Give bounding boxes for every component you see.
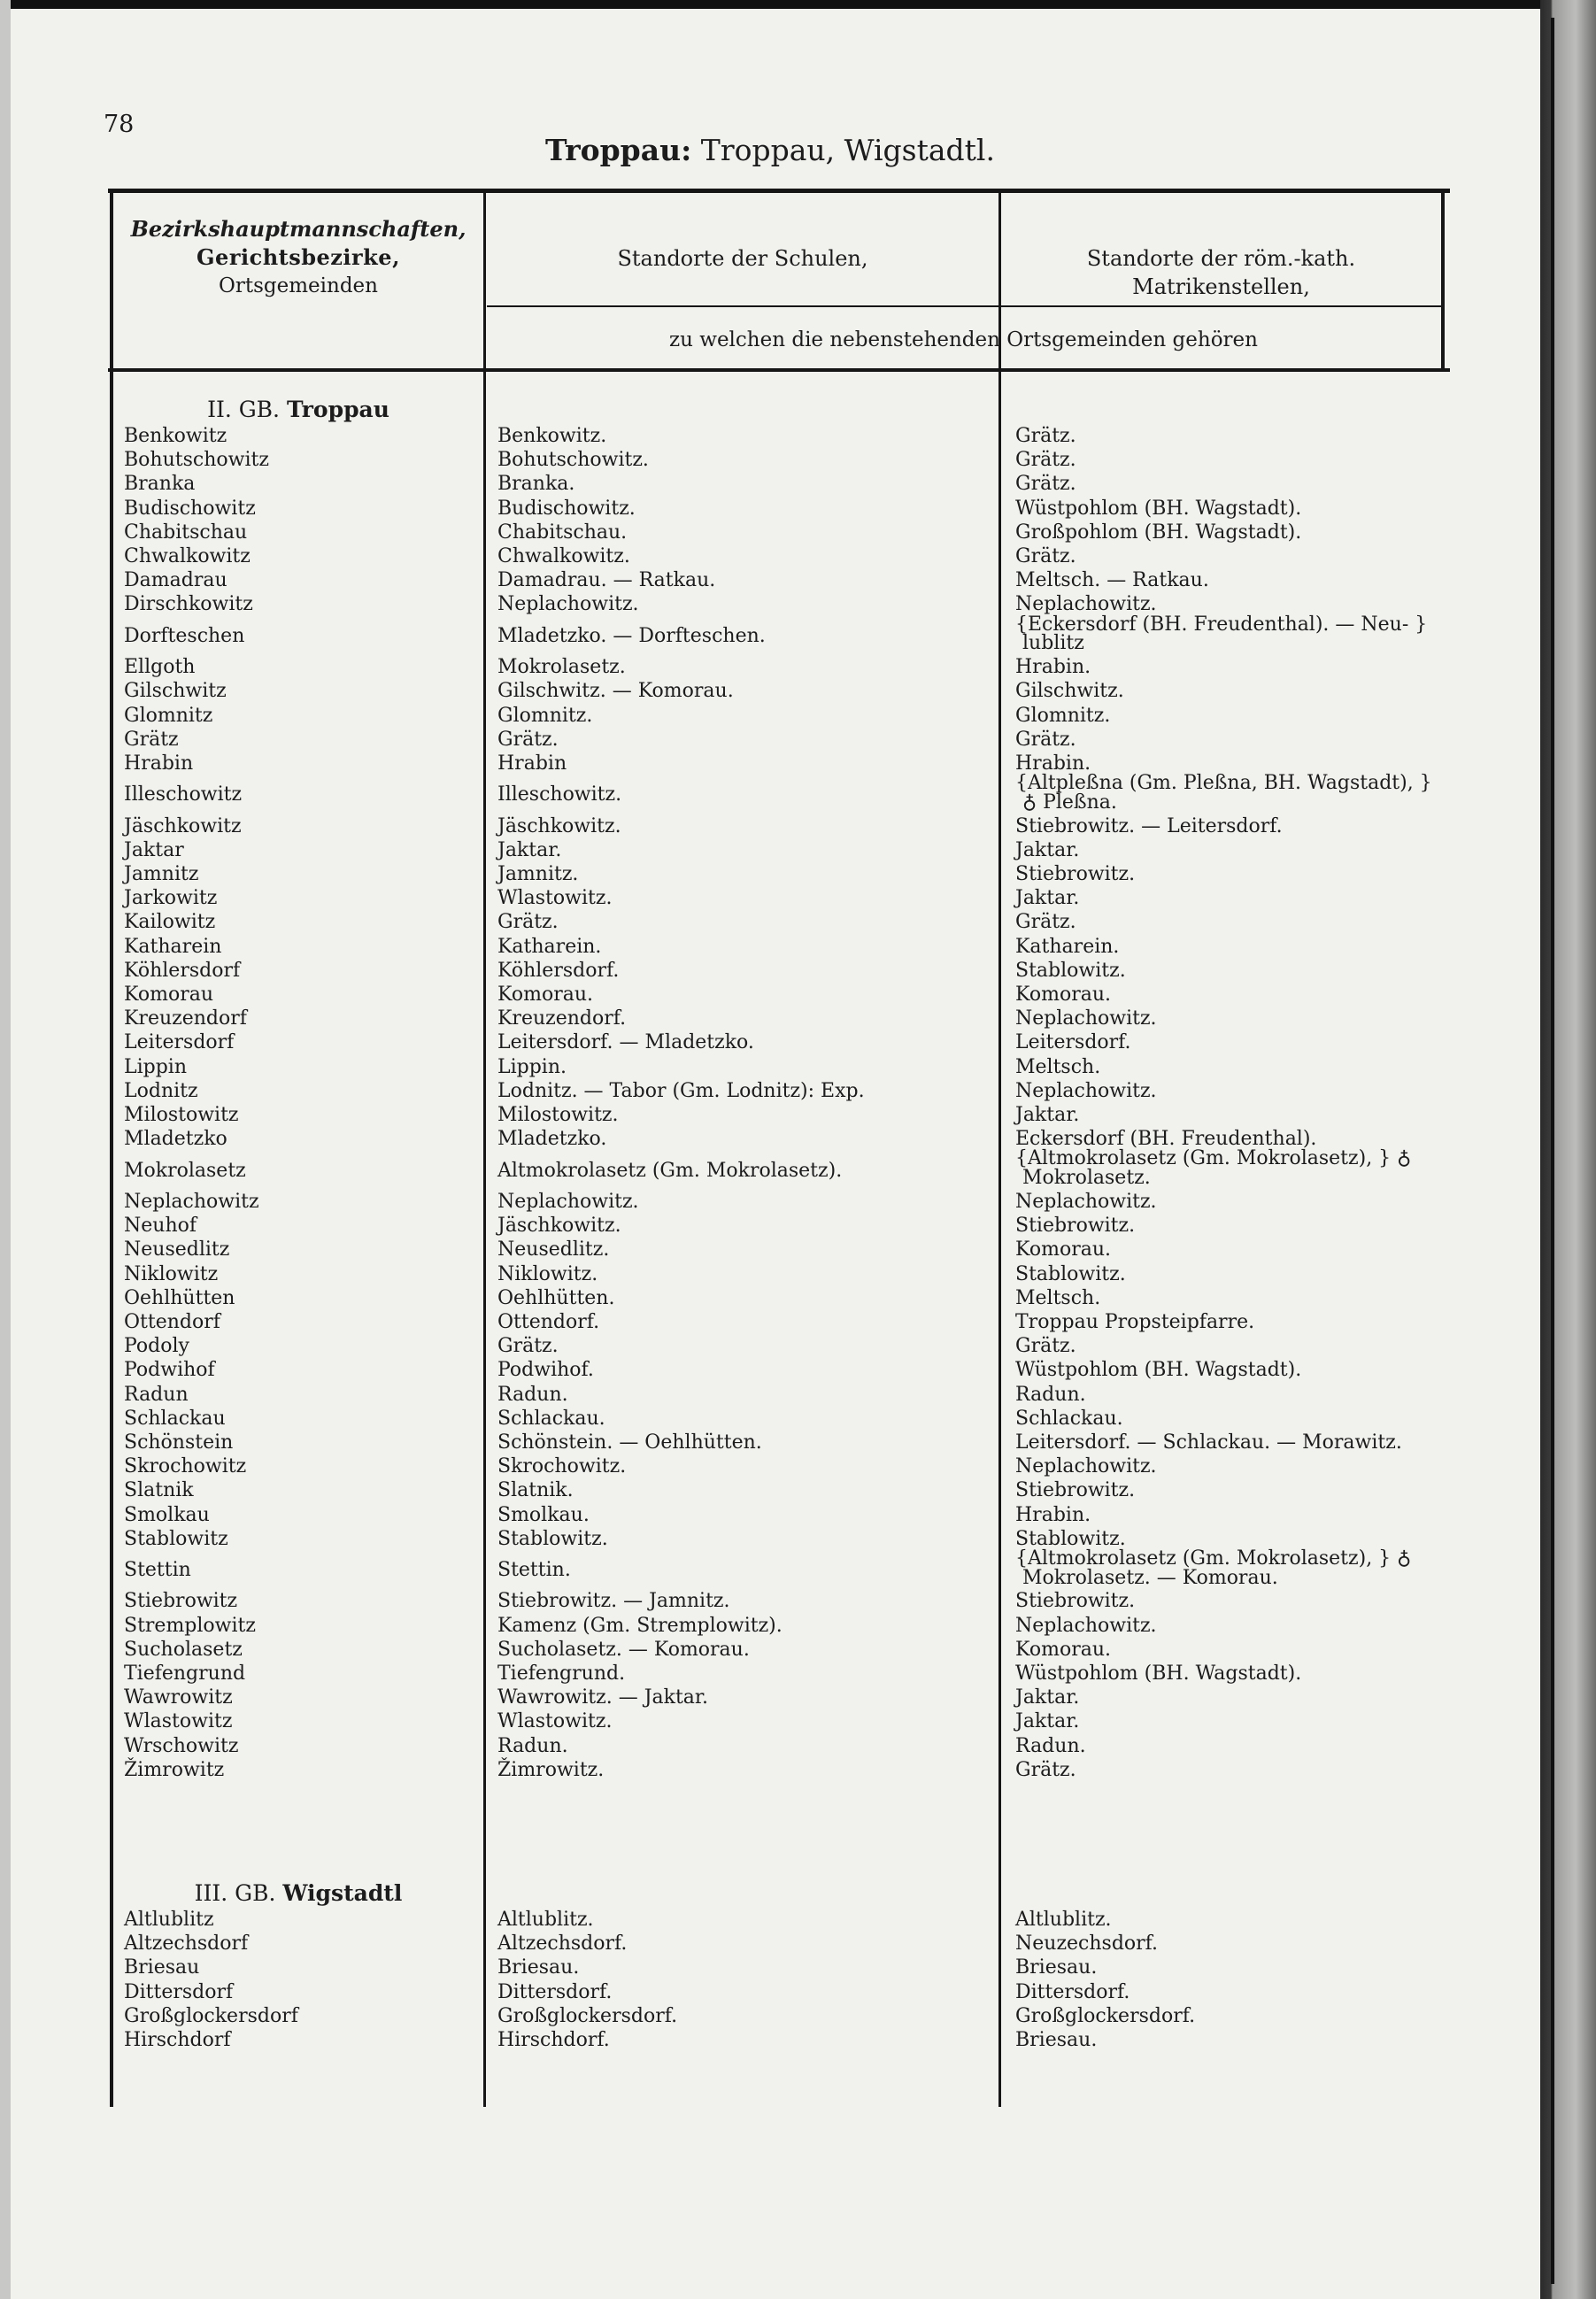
header-column-matrikenstellen: Standorte der röm.-kath. Matrikenstellen, (1086, 246, 1356, 299)
table-row (0, 1335, 1540, 1359)
cell-matrikenstelle: Komorau. (1015, 1638, 1111, 1661)
cell-schule: Ottendorf. (497, 1310, 600, 1333)
cell-ortsgemeinde: Altlublitz (124, 1909, 214, 1931)
cell-matrikenstelle: Stablowitz. (1015, 1527, 1126, 1550)
cell-matrikenstelle: Hrabin. (1015, 1503, 1091, 1526)
table-row (0, 1615, 1540, 1639)
cell-matrikenstelle: Stiebrowitz. (1015, 1590, 1136, 1613)
cell-matrikenstelle: Leitersdorf. — Schlackau. — Morawitz. (1015, 1431, 1402, 1454)
cell-schule: Dittersdorf. (497, 1980, 613, 2003)
cell-schule: Podwihof. (497, 1359, 594, 1382)
cell-schule: Jaktar. (497, 838, 562, 861)
table-row (0, 498, 1540, 521)
table-row (0, 936, 1540, 960)
table-row (0, 1590, 1540, 1614)
cell-matrikenstelle: Katharein. (1015, 935, 1120, 958)
cell-ortsgemeinde: Altzechsdorf (124, 1933, 249, 1956)
page-number: 78 (104, 111, 135, 138)
cell-matrikenstelle: Komorau. (1015, 1238, 1111, 1261)
page-title-rest: Troppau, Wigstadtl. (691, 133, 995, 167)
cell-schule: Damadrau. — Ratkau. (497, 569, 716, 592)
table-header-rule (108, 368, 1450, 372)
cell-ortsgemeinde: Komorau (124, 984, 213, 1007)
table-row (0, 1663, 1540, 1686)
cell-ortsgemeinde: Kailowitz (124, 911, 216, 934)
table-right-rule (1441, 190, 1445, 372)
table-row (0, 1056, 1540, 1080)
cell-schule: Neplachowitz. (497, 593, 639, 616)
cell-ortsgemeinde: Ellgoth (124, 656, 196, 679)
cell-schule: Žimrowitz. (497, 1758, 605, 1781)
cell-matrikenstelle: Dittersdorf. (1015, 1980, 1130, 2003)
cell-matrikenstelle: Grätz. (1015, 911, 1076, 934)
table-row (0, 425, 1540, 449)
cell-ortsgemeinde: Tiefengrund (124, 1663, 246, 1686)
cell-ortsgemeinde: Glomnitz (124, 704, 213, 727)
cell-schule: Smolkau. (497, 1503, 590, 1526)
cell-schule: Grätz. (497, 1335, 559, 1358)
cell-schule: Bohutschowitz. (497, 449, 649, 472)
cell-matrikenstelle: {Eckersdorf (BH. Freudenthal). — Neu- } lublitz (1015, 613, 1428, 655)
cell-ortsgemeinde: Oehlhütten (124, 1286, 235, 1309)
cell-matrikenstelle: Neuzechsdorf. (1015, 1933, 1159, 1956)
table-row (0, 729, 1540, 752)
cell-matrikenstelle: Jaktar. (1015, 1686, 1080, 1709)
cell-ortsgemeinde: Großglockersdorf (124, 2004, 298, 2027)
table-row (0, 863, 1540, 887)
cell-ortsgemeinde: Jamnitz (124, 863, 199, 886)
cell-matrikenstelle: Wüstpohlom (BH. Wagstadt). (1015, 1359, 1302, 1382)
table-row (0, 521, 1540, 545)
table-row (0, 911, 1540, 935)
table-row (0, 545, 1540, 569)
table-row (0, 1981, 1540, 2005)
cell-ortsgemeinde: Niklowitz (124, 1262, 219, 1285)
cell-matrikenstelle: Hrabin. (1015, 656, 1091, 679)
cell-ortsgemeinde: Neusedlitz (124, 1238, 230, 1261)
cell-matrikenstelle: Meltsch. (1015, 1055, 1101, 1078)
cell-matrikenstelle: Neplachowitz. (1015, 1079, 1157, 1102)
cell-ortsgemeinde: Neuhof (124, 1215, 197, 1238)
cell-ortsgemeinde: Neplachowitz (124, 1190, 259, 1213)
cell-ortsgemeinde: Leitersdorf (124, 1031, 235, 1054)
table-row (0, 1933, 1540, 1956)
cell-schule: Lippin. (497, 1055, 567, 1078)
table-row (0, 839, 1540, 863)
cell-ortsgemeinde: Stiebrowitz (124, 1590, 238, 1613)
cell-matrikenstelle: Hrabin. (1015, 752, 1091, 775)
section-title-prefix: II. GB. (207, 397, 287, 422)
table-top-rule (108, 189, 1450, 193)
table-row (0, 1080, 1540, 1104)
cell-matrikenstelle: Meltsch. — Ratkau. (1015, 569, 1209, 592)
cell-schule: Oehlhütten. (497, 1286, 615, 1309)
table-row (0, 1909, 1540, 1933)
cell-matrikenstelle: Jaktar. (1015, 1104, 1080, 1127)
cell-schule: Briesau. (497, 1956, 580, 1979)
cell-ortsgemeinde: Briesau (124, 1956, 200, 1979)
cell-matrikenstelle: Neplachowitz. (1015, 1614, 1157, 1637)
cell-matrikenstelle: Neplachowitz. (1015, 593, 1157, 616)
table-row (0, 1147, 1540, 1191)
cell-matrikenstelle: Eckersdorf (BH. Freudenthal). (1015, 1128, 1317, 1151)
cell-schule: Köhlersdorf. (497, 959, 620, 982)
cell-schule: Jamnitz. (497, 863, 579, 886)
cell-matrikenstelle: Radun. (1015, 1734, 1086, 1757)
table-row (0, 656, 1540, 680)
cell-matrikenstelle: Jaktar. (1015, 1710, 1080, 1733)
cell-schule: Grätz. (497, 728, 559, 751)
header-col1-line3: Ortsgemeinden (219, 274, 378, 297)
table-row (0, 1104, 1540, 1128)
cell-matrikenstelle: Stiebrowitz. (1015, 863, 1136, 886)
table-row (0, 680, 1540, 704)
cell-matrikenstelle: Briesau. (1015, 1956, 1098, 1979)
cell-schule: Stablowitz. (497, 1527, 608, 1550)
table-row (0, 1215, 1540, 1238)
cell-ortsgemeinde: Schlackau (124, 1407, 226, 1430)
cell-ortsgemeinde: Mladetzko (124, 1128, 227, 1151)
cell-schule: Mladetzko. — Dorfteschen. (497, 624, 766, 647)
subheader-rule (487, 305, 1441, 307)
cell-ortsgemeinde: Podwihof (124, 1359, 215, 1382)
cell-ortsgemeinde: Podoly (124, 1335, 189, 1358)
cell-matrikenstelle: Jaktar. (1015, 838, 1080, 861)
cell-schule: Chabitschau. (497, 521, 628, 544)
cell-schule: Stettin. (497, 1559, 571, 1582)
cell-schule: Mokrolasetz. (497, 656, 626, 679)
cell-ortsgemeinde: Ottendorf (124, 1310, 220, 1333)
cell-matrikenstelle: Stiebrowitz. — Leitersdorf. (1015, 814, 1283, 837)
cell-schule: Radun. (497, 1383, 568, 1406)
cell-ortsgemeinde: Grätz (124, 728, 179, 751)
cell-matrikenstelle: Großpohlom (BH. Wagstadt). (1015, 521, 1302, 544)
cell-schule: Chwalkowitz. (497, 545, 630, 567)
cell-matrikenstelle: {Altmokrolasetz (Gm. Mokrolasetz), } ♁ Mokrolasetz. — Komorau. (1015, 1547, 1412, 1589)
table-row (0, 1710, 1540, 1734)
cell-matrikenstelle: {Altpleßna (Gm. Pleßna, BH. Wagstadt), } ♁ Pleßna. (1015, 772, 1432, 814)
cell-schule: Sucholasetz. — Komorau. (497, 1638, 750, 1661)
cell-schule: Kreuzendorf. (497, 1007, 627, 1030)
cell-matrikenstelle: Jaktar. (1015, 887, 1080, 910)
cell-ortsgemeinde: Wlastowitz (124, 1710, 233, 1733)
table-row (0, 1238, 1540, 1262)
cell-matrikenstelle: Altlublitz. (1015, 1909, 1112, 1931)
table-row (0, 473, 1540, 497)
table-row (0, 1359, 1540, 1383)
cell-matrikenstelle: Großglockersdorf. (1015, 2004, 1196, 2027)
cell-ortsgemeinde: Bohutschowitz (124, 449, 269, 472)
cell-ortsgemeinde: Lodnitz (124, 1079, 198, 1102)
cell-schule: Komorau. (497, 984, 593, 1007)
header-subheader: zu welchen die nebenstehenden Ortsgemeinden gehören (669, 328, 1258, 351)
cell-schule: Milostowitz. (497, 1104, 619, 1127)
cell-matrikenstelle: Neplachowitz. (1015, 1007, 1157, 1030)
page-title (0, 133, 1540, 167)
cell-ortsgemeinde: Hrabin (124, 752, 194, 775)
scan-top-border (0, 0, 1596, 9)
cell-matrikenstelle: Leitersdorf. (1015, 1031, 1131, 1054)
cell-matrikenstelle: Neplachowitz. (1015, 1455, 1157, 1478)
cell-ortsgemeinde: Dittersdorf (124, 1980, 234, 2003)
cell-ortsgemeinde: Stettin (124, 1559, 191, 1582)
cell-schule: Budischowitz. (497, 497, 636, 520)
section-title-name: Troppau (286, 397, 389, 422)
cell-schule: Großglockersdorf. (497, 2004, 678, 2027)
table-row (0, 613, 1540, 657)
cell-schule: Jäschkowitz. (497, 814, 621, 837)
cell-ortsgemeinde: Chwalkowitz (124, 545, 251, 567)
cell-matrikenstelle: Wüstpohlom (BH. Wagstadt). (1015, 1663, 1302, 1686)
scan-right-edge (1540, 0, 1596, 2299)
cell-ortsgemeinde: Dorfteschen (124, 624, 245, 647)
cell-schule: Gilschwitz. — Komorau. (497, 680, 734, 703)
cell-ortsgemeinde: Stremplowitz (124, 1614, 256, 1637)
table-row (0, 1431, 1540, 1455)
table-row (0, 984, 1540, 1007)
cell-matrikenstelle: Grätz. (1015, 425, 1076, 447)
cell-matrikenstelle: {Altmokrolasetz (Gm. Mokrolasetz), } ♁ Mokrolasetz. (1015, 1147, 1412, 1190)
section-title-troppau (113, 397, 483, 422)
table-row (0, 2005, 1540, 2029)
cell-ortsgemeinde: Mokrolasetz (124, 1159, 246, 1182)
cell-ortsgemeinde: Sucholasetz (124, 1638, 243, 1661)
header-col1-line2: Gerichtsbezirke, (197, 244, 400, 270)
table-row (0, 1287, 1540, 1311)
cell-matrikenstelle: Glomnitz. (1015, 704, 1111, 727)
cell-schule: Altzechsdorf. (497, 1933, 628, 1956)
cell-ortsgemeinde: Wawrowitz (124, 1686, 233, 1709)
cell-schule: Neplachowitz. (497, 1190, 639, 1213)
table-row (0, 1547, 1540, 1591)
cell-matrikenstelle: Grätz. (1015, 473, 1076, 496)
table-row (0, 1263, 1540, 1287)
cell-ortsgemeinde: Skrochowitz (124, 1455, 247, 1478)
cell-schule: Illeschowitz. (497, 783, 622, 806)
cell-schule: Leitersdorf. — Mladetzko. (497, 1031, 754, 1054)
cell-schule: Glomnitz. (497, 704, 593, 727)
cell-schule: Lodnitz. — Tabor (Gm. Lodnitz): Exp. (497, 1079, 865, 1102)
cell-schule: Wlastowitz. (497, 887, 613, 910)
section-title-wigstadtl (113, 1880, 483, 1906)
table-row (0, 1007, 1540, 1031)
cell-ortsgemeinde: Stablowitz (124, 1527, 228, 1550)
table-row (0, 1504, 1540, 1528)
cell-matrikenstelle: Grätz. (1015, 728, 1076, 751)
table-row (0, 449, 1540, 473)
cell-ortsgemeinde: Schönstein (124, 1431, 234, 1454)
cell-schule: Schönstein. — Oehlhütten. (497, 1431, 762, 1454)
cell-matrikenstelle: Radun. (1015, 1383, 1086, 1406)
cell-ortsgemeinde: Kreuzendorf (124, 1007, 247, 1030)
section-title-name: Wigstadtl (282, 1880, 403, 1906)
column-divider-2-header (998, 190, 1001, 305)
cell-schule: Jäschkowitz. (497, 1215, 621, 1238)
cell-schule: Stiebrowitz. — Jamnitz. (497, 1590, 730, 1613)
cell-ortsgemeinde: Gilschwitz (124, 680, 227, 703)
cell-ortsgemeinde: Benkowitz (124, 425, 227, 447)
cell-ortsgemeinde: Radun (124, 1383, 189, 1406)
cell-schule: Kamenz (Gm. Stremplowitz). (497, 1614, 783, 1637)
table-row (0, 1191, 1540, 1215)
cell-matrikenstelle: Briesau. (1015, 2029, 1098, 2051)
cell-matrikenstelle: Stiebrowitz. (1015, 1479, 1136, 1502)
header-col1-line1: Bezirkshauptmannschaften, (130, 216, 466, 242)
table-row (0, 960, 1540, 984)
cell-schule: Mladetzko. (497, 1128, 607, 1151)
table-row (0, 569, 1540, 593)
header-column-schulen: Standorte der Schulen, (617, 246, 868, 271)
cell-schule: Hrabin (497, 752, 567, 775)
cell-ortsgemeinde: Chabitschau (124, 521, 248, 544)
section-title-prefix: III. GB. (194, 1880, 283, 1906)
table-row (0, 1408, 1540, 1431)
table-row (0, 1479, 1540, 1503)
cell-matrikenstelle: Grätz. (1015, 545, 1076, 567)
cell-ortsgemeinde: Slatnik (124, 1479, 194, 1502)
cell-ortsgemeinde: Smolkau (124, 1503, 210, 1526)
page-title-bold: Troppau: (545, 133, 692, 167)
table-row (0, 1639, 1540, 1663)
cell-ortsgemeinde: Žimrowitz (124, 1758, 225, 1781)
cell-matrikenstelle: Wüstpohlom (BH. Wagstadt). (1015, 497, 1302, 520)
cell-schule: Altmokrolasetz (Gm. Mokrolasetz). (497, 1159, 843, 1182)
cell-ortsgemeinde: Milostowitz (124, 1104, 239, 1127)
cell-ortsgemeinde: Hirschdorf (124, 2029, 231, 2051)
cell-matrikenstelle: Grätz. (1015, 449, 1076, 472)
cell-schule: Wlastowitz. (497, 1710, 613, 1733)
table-row (0, 1455, 1540, 1479)
cell-schule: Skrochowitz. (497, 1455, 627, 1478)
cell-ortsgemeinde: Jarkowitz (124, 887, 218, 910)
cell-matrikenstelle: Stiebrowitz. (1015, 1215, 1136, 1238)
table-row (0, 1956, 1540, 1980)
cell-matrikenstelle: Stablowitz. (1015, 1262, 1126, 1285)
scan-right-edge-line (1551, 18, 1554, 2284)
cell-ortsgemeinde: Köhlersdorf (124, 959, 241, 982)
cell-matrikenstelle: Grätz. (1015, 1758, 1076, 1781)
cell-ortsgemeinde: Lippin (124, 1055, 188, 1078)
header-column-gemeinden (113, 215, 483, 300)
cell-matrikenstelle: Grätz. (1015, 1335, 1076, 1358)
cell-ortsgemeinde: Branka (124, 473, 196, 496)
cell-ortsgemeinde: Katharein (124, 935, 222, 958)
cell-schule: Hirschdorf. (497, 2029, 610, 2051)
cell-ortsgemeinde: Jaktar (124, 838, 184, 861)
cell-ortsgemeinde: Dirschkowitz (124, 593, 253, 616)
cell-schule: Altlublitz. (497, 1909, 594, 1931)
table-row (0, 1686, 1540, 1710)
cell-matrikenstelle: Schlackau. (1015, 1407, 1123, 1430)
table-row (0, 1759, 1540, 1783)
cell-schule: Schlackau. (497, 1407, 605, 1430)
cell-matrikenstelle: Komorau. (1015, 984, 1111, 1007)
cell-ortsgemeinde: Damadrau (124, 569, 227, 592)
table-row (0, 2029, 1540, 2053)
cell-schule: Slatnik. (497, 1479, 574, 1502)
cell-schule: Wawrowitz. — Jaktar. (497, 1686, 709, 1709)
table-row (0, 1735, 1540, 1759)
table-row (0, 1311, 1540, 1335)
cell-schule: Katharein. (497, 935, 602, 958)
cell-ortsgemeinde: Illeschowitz (124, 783, 243, 806)
table-row (0, 1031, 1540, 1055)
table-row (0, 1384, 1540, 1408)
table-row (0, 887, 1540, 911)
cell-schule: Neusedlitz. (497, 1238, 610, 1261)
cell-ortsgemeinde: Budischowitz (124, 497, 256, 520)
cell-schule: Tiefengrund. (497, 1663, 626, 1686)
cell-schule: Grätz. (497, 911, 559, 934)
cell-schule: Branka. (497, 473, 575, 496)
table-row (0, 815, 1540, 839)
cell-schule: Radun. (497, 1734, 568, 1757)
cell-matrikenstelle: Neplachowitz. (1015, 1190, 1157, 1213)
cell-schule: Benkowitz. (497, 425, 607, 447)
cell-matrikenstelle: Meltsch. (1015, 1286, 1101, 1309)
table-row (0, 705, 1540, 729)
cell-matrikenstelle: Troppau Propsteipfarre. (1015, 1310, 1255, 1333)
cell-ortsgemeinde: Wrschowitz (124, 1734, 239, 1757)
cell-matrikenstelle: Stablowitz. (1015, 959, 1126, 982)
cell-schule: Niklowitz. (497, 1262, 598, 1285)
cell-matrikenstelle: Gilschwitz. (1015, 680, 1124, 703)
table-row (0, 772, 1540, 815)
cell-ortsgemeinde: Jäschkowitz (124, 814, 242, 837)
